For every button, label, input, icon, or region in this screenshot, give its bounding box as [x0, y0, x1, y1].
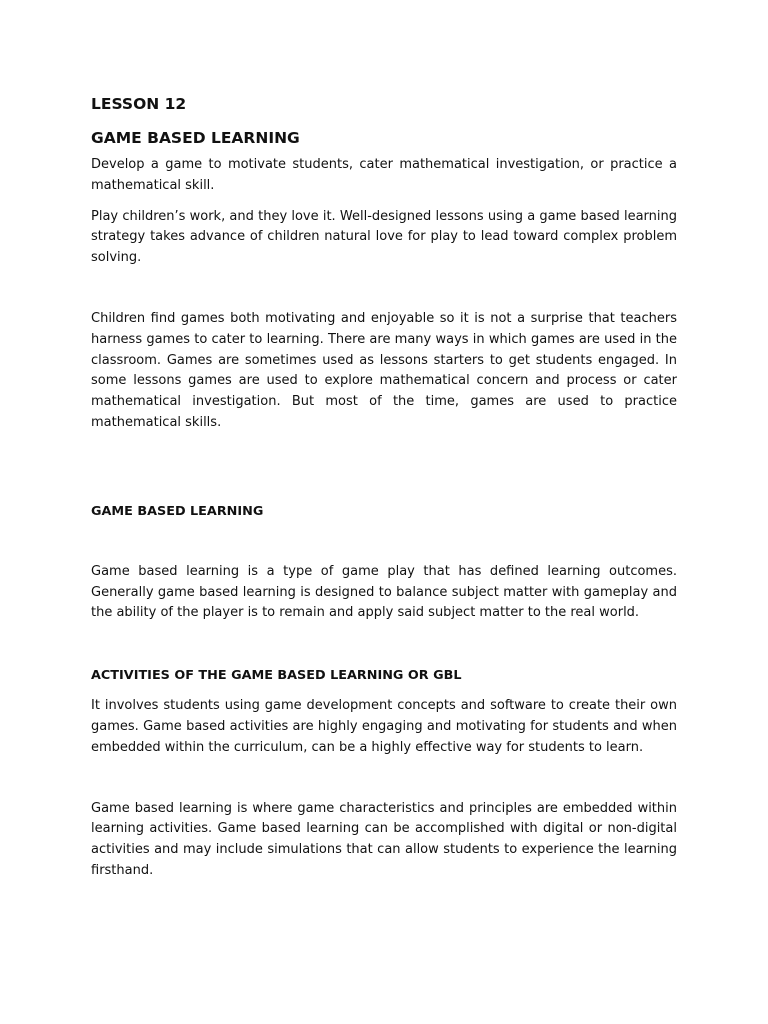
- section-heading-activities: ACTIVITIES OF THE GAME BASED LEARNING OR GBL: [91, 668, 462, 684]
- paragraph-intro: Develop a game to motivate students, cater mathematical investigation, or practice a mathematical skill.: [91, 157, 677, 193]
- document-body: [91, 90, 677, 882]
- lesson-label: LESSON 12: [91, 95, 187, 113]
- page-title: GAME BASED LEARNING: [91, 129, 300, 147]
- paragraph-play: Play children’s work, and they love it. Well-designed lessons using a game based learning strategy takes advance of children natural love for play to lead toward complex problem solving.: [91, 208, 677, 266]
- section-heading-gbl: GAME BASED LEARNING: [91, 503, 264, 519]
- paragraph-children: Children find games both motivating and enjoyable so it is not a surprise that teachers harness games to cater to learning. There are many ways in which games are used in the classroom. Games are sometimes used as lessons starters to get students engaged. In some lessons games are used to explore mathematical concern and process or cater mathematical investigation. But most of the time, games are used to practice mathematical skills.: [91, 310, 677, 430]
- paragraph-involves: It involves students using game development concepts and software to create their own games. Game based activities are highly engaging and motivating for students and when embedded within the curriculum, can be a highly effective way for students to learn.: [91, 698, 677, 755]
- paragraph-where: Game based learning is where game characteristics and principles are embedded within learning activities. Game based learning can be accomplished with digital or non-digital activities and may include simulations that can allow students to experience the learning firsthand.: [91, 800, 677, 878]
- paragraph-gbl-definition: Game based learning is a type of game play that has defined learning outcomes. Generally game based learning is designed to balance subject matter with gameplay and the ability of the player is to remain and apply said subject matter to the real world.: [91, 563, 677, 621]
